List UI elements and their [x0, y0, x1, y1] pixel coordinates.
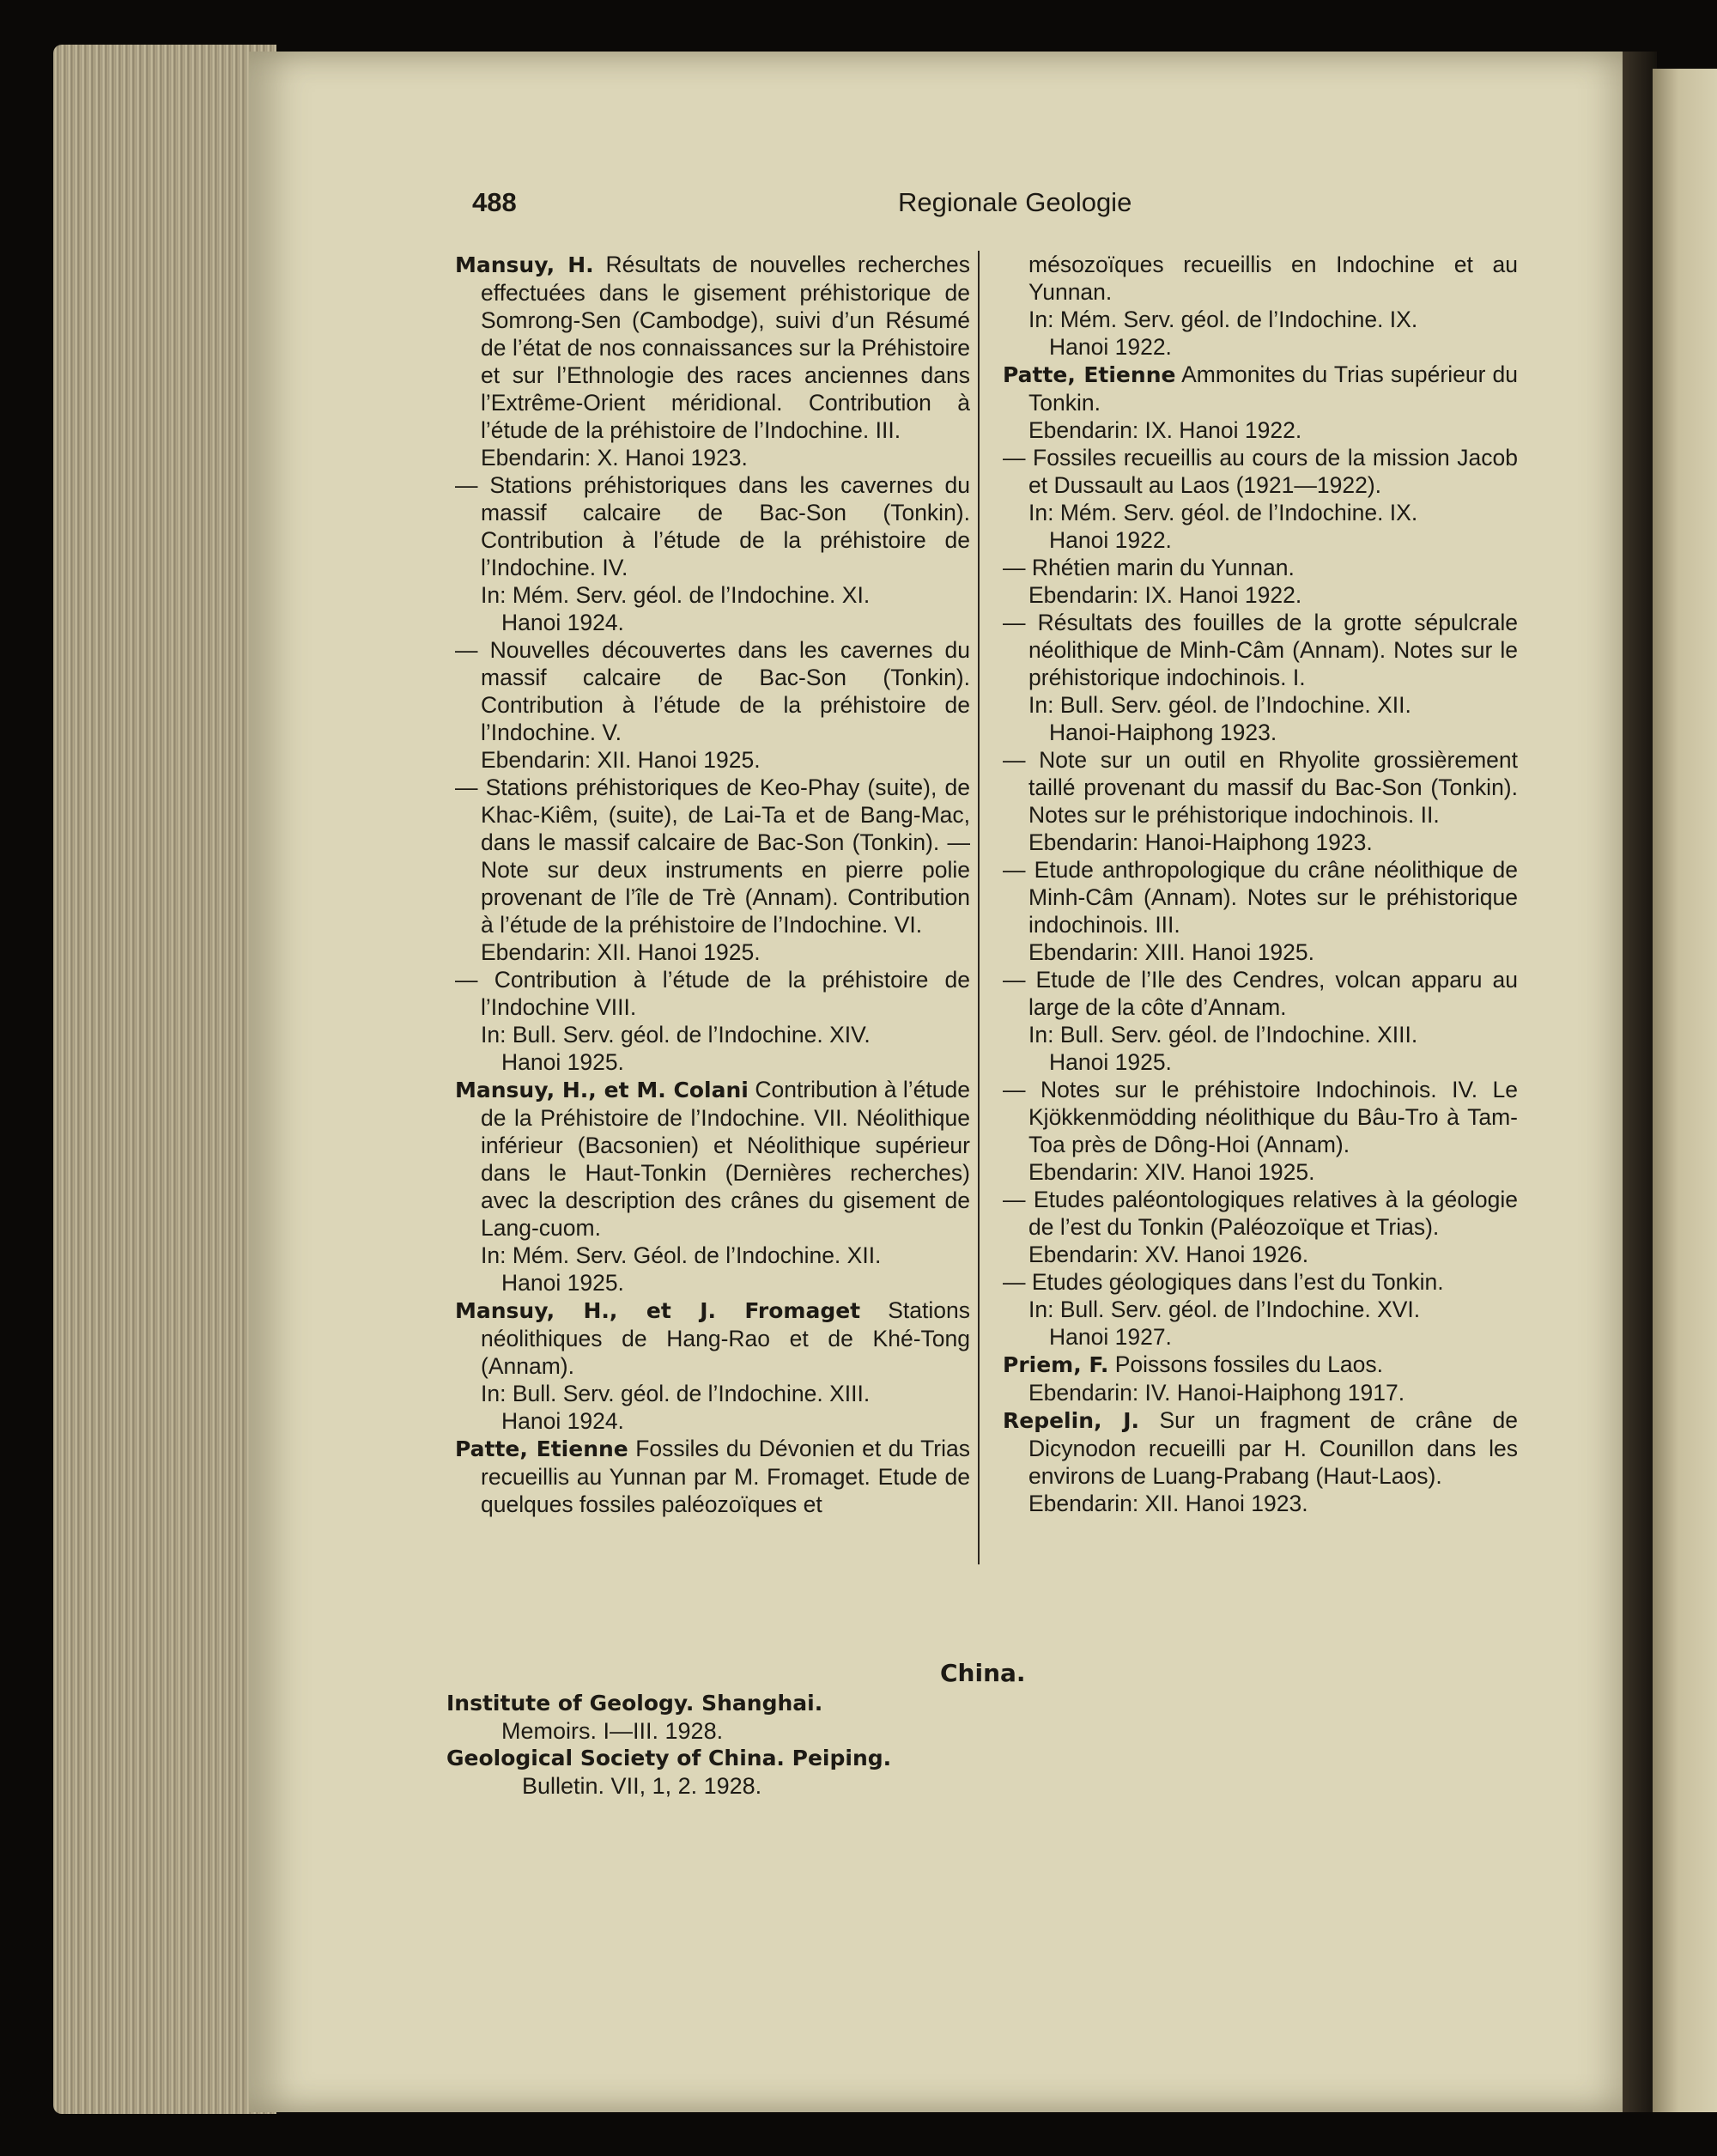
bibliography-sub-entry: — Fossiles recueillis au cours de la mission Jacob et Dussault au Laos (1921—1922).: [1003, 445, 1518, 498]
entry-title: Poissons fossiles du Laos.: [1114, 1351, 1383, 1377]
source-reference: Ebendarin: X. Hanoi 1923.: [481, 445, 748, 471]
entry-author: Patte, Etienne: [1003, 362, 1176, 387]
right-column: [1003, 251, 1518, 1517]
bibliography-entry: [1003, 1351, 1518, 1379]
section-title-china: China.: [940, 1659, 1026, 1687]
bibliography-sub-entry: — Résultats des fouilles de la grotte sépulcrale néolithique de Minh-Câm (Annam). Notes sur le préhistorique indochinois. I.: [1003, 610, 1518, 690]
source-reference: Ebendarin: XV. Hanoi 1926.: [1028, 1242, 1309, 1267]
source-reference: Ebendarin: IX. Hanoi 1922.: [1028, 417, 1302, 443]
source-reference: Ebendarin: Hanoi-Haiphong 1923.: [1028, 829, 1373, 855]
bibliography-entry: [455, 251, 970, 444]
bibliography-sub-entry: — Notes sur le préhistoire Indochinois. IV. Le Kjökkenmödding néolithique du Bâu-Tro à Tam-Toa près de Dông-Hoi (Annam).: [1003, 1077, 1518, 1157]
entry-title: Sur un fragment de crâne de Dicynodon recueilli par H. Counillon dans les environs de Luang-Prabang (Haut-Laos).: [1028, 1407, 1518, 1489]
bibliography-entry: [1003, 1406, 1518, 1490]
bibliography-sub-entry: — Etudes paléontologiques relatives à la géologie de l’est du Tonkin (Paléozoïque et Trias).: [1003, 1187, 1518, 1240]
source-reference: In: Bull. Serv. géol. de l’Indochine. XIII.: [481, 1381, 871, 1406]
left-column: [455, 251, 970, 1518]
institution-name: Institute of Geology. Shanghai.: [446, 1691, 823, 1716]
entry-author: Mansuy, H.: [455, 252, 594, 277]
bibliography-sub-entry: — Etudes géologiques dans l’est du Tonkin.: [1003, 1269, 1444, 1295]
source-reference: Hanoi 1922.: [1049, 527, 1172, 553]
bibliography-sub-entry: — Etude de l’Ile des Cendres, volcan apparu au large de la côte d’Annam.: [1003, 967, 1518, 1020]
source-reference: In: Bull. Serv. géol. de l’Indochine. XIV.: [481, 1022, 871, 1048]
bibliography-entry: [1003, 361, 1518, 416]
source-reference: In: Mém. Serv. géol. de l’Indochine. IX.: [1028, 307, 1418, 332]
source-reference: Ebendarin: XII. Hanoi 1925.: [481, 939, 761, 965]
entry-title: Fossiles du Dévonien et du Trias recueillis au Yunnan par M. Fromaget. Etude de quelques fossiles paléozoïques et: [481, 1436, 970, 1517]
entry-author: Mansuy, H., et J. Fromaget: [455, 1298, 861, 1323]
entry-title: Stations néolithiques de Hang-Rao et de Khé-Tong (Annam).: [481, 1297, 970, 1379]
bibliography-entry: [455, 1297, 970, 1380]
source-reference: In: Mém. Serv. géol. de l’Indochine. XI.: [481, 582, 871, 608]
bibliography-sub-entry: — Etude anthropologique du crâne néolithique de Minh-Câm (Annam). Notes sur le préhistorique indochinois. III.: [1003, 857, 1518, 938]
source-reference: In: Mém. Serv. géol. de l’Indochine. IX.: [1028, 500, 1418, 525]
source-reference: Hanoi 1925.: [1049, 1049, 1172, 1075]
source-reference: In: Bull. Serv. géol. de l’Indochine. XVI.: [1028, 1297, 1421, 1322]
page-header: [0, 187, 1717, 230]
entry-title: Ammonites du Trias supérieur du Tonkin.: [1028, 361, 1519, 416]
source-reference: Hanoi 1922.: [1049, 334, 1172, 360]
running-title: Regionale Geologie: [898, 187, 1132, 217]
source-reference: Hanoi 1925.: [501, 1049, 624, 1075]
book-page-edges: [53, 45, 276, 2114]
source-reference: In: Bull. Serv. géol. de l’Indochine. XII.: [1028, 692, 1411, 718]
source-reference: Ebendarin: XIV. Hanoi 1925.: [1028, 1159, 1315, 1185]
institution-name: Geological Society of China. Peiping.: [446, 1746, 892, 1770]
bibliography-entry: [455, 1076, 970, 1242]
bibliography-sub-entry: — Rhétien marin du Yunnan.: [1003, 555, 1295, 580]
source-reference: In: Bull. Serv. géol. de l’Indochine. XIII.: [1028, 1022, 1418, 1048]
source-reference: Ebendarin: XIII. Hanoi 1925.: [1028, 939, 1314, 965]
facing-page-edge: [1653, 69, 1717, 2112]
source-reference: Hanoi 1924.: [501, 610, 624, 635]
entry-author: Patte, Etienne: [455, 1436, 628, 1461]
institution-publication: Bulletin. VII, 1, 2. 1928.: [522, 1773, 762, 1799]
source-reference: Ebendarin: IX. Hanoi 1922.: [1028, 582, 1302, 608]
entry-title: Contribution à l’étude de la Préhistoire de l’Indochine. VII. Néolithique inférieur (Bacsonien) et Néolithique supérieur dans le Haut-Tonkin (Dernières recherches) avec la description des crânes du gisement de Lang-cuom.: [481, 1077, 971, 1241]
source-reference: Ebendarin: XII. Hanoi 1925.: [481, 747, 761, 773]
book-gutter: [1623, 52, 1657, 2112]
entry-continuation: mésozoïques recueillis en Indochine et au Yunnan.: [1028, 252, 1518, 305]
entry-author: Priem, F.: [1003, 1352, 1109, 1377]
institution-publication: Memoirs. I—III. 1928.: [501, 1718, 724, 1744]
bibliography-sub-entry: — Stations préhistoriques dans les cavernes du massif calcaire de Bac-Son (Tonkin). Contribution à l’étude de la préhistoire de l’Indochine. IV.: [455, 472, 970, 580]
bibliography-sub-entry: — Nouvelles découvertes dans les cavernes du massif calcaire de Bac-Son (Tonkin). Contribution à l’étude de la préhistoire de l’Indochine. V.: [455, 637, 970, 745]
column-divider: [978, 251, 980, 1564]
source-reference: Hanoi 1924.: [501, 1408, 624, 1434]
source-reference: Hanoi 1925.: [501, 1270, 624, 1296]
page-number: 488: [472, 187, 517, 217]
entry-author: Repelin, J.: [1003, 1408, 1140, 1433]
bibliography-sub-entry: — Stations préhistoriques de Keo-Phay (suite), de Khac-Kiêm, (suite), de Lai-Ta et de Bang-Mac, dans le massif calcaire de Bac-Son (Tonkin). — Note sur deux instruments en pierre polie provenant de l’île de Trè (Annam). Contribution à l’étude de la préhistoire de l’Indochine. VI.: [455, 774, 970, 938]
source-reference: In: Mém. Serv. Géol. de l’Indochine. XII.: [481, 1242, 882, 1268]
entry-author: Mansuy, H., et M. Colani: [455, 1078, 749, 1102]
source-reference: Hanoi-Haiphong 1923.: [1049, 720, 1277, 745]
source-reference: Ebendarin: IV. Hanoi-Haiphong 1917.: [1028, 1380, 1405, 1406]
bibliography-entry: [455, 1435, 970, 1518]
china-list: [446, 1690, 1047, 1800]
source-reference: Ebendarin: XII. Hanoi 1923.: [1028, 1491, 1308, 1516]
entry-title: Résultats de nouvelles recherches effectuées dans le gisement préhistorique de Somrong-Sen (Cambodge), suivi d’un Résumé de l’état de nos connaissances sur la Préhistoire et sur l’Ethnologie des races anciennes dans l’Extrême-Orient méridional. Contribution à l’étude de la préhistoire de l’Indochine. III.: [481, 252, 970, 443]
source-reference: Hanoi 1927.: [1049, 1324, 1172, 1350]
bibliography-sub-entry: — Note sur un outil en Rhyolite grossièrement taillé provenant du massif du Bac-Son (Tonkin). Notes sur le préhistorique indochinois. II.: [1003, 747, 1518, 828]
bibliography-sub-entry: — Contribution à l’étude de la préhistoire de l’Indochine VIII.: [455, 967, 970, 1020]
